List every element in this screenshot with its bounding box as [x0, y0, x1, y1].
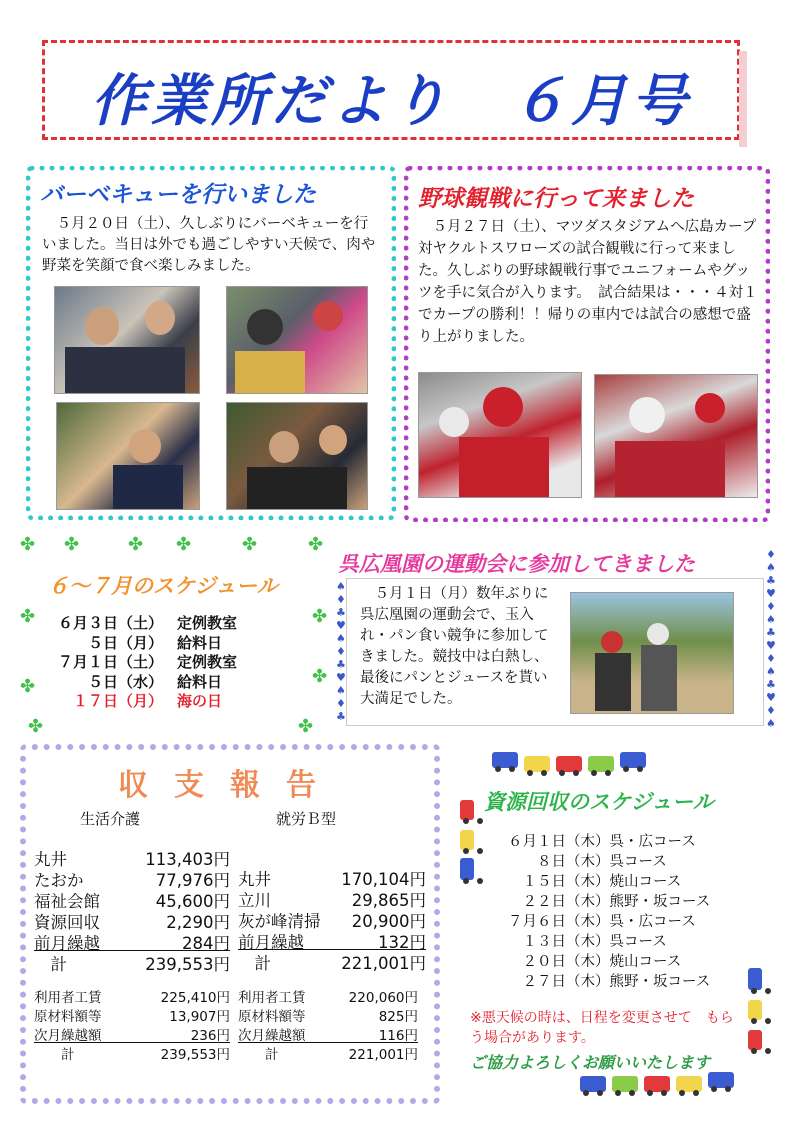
recycle-thanks: ご協力よろしくお願いいたします: [470, 1053, 711, 1072]
truck-icon: [748, 1030, 762, 1050]
clover-icon: ✤: [128, 534, 144, 555]
report-label: 計: [34, 955, 67, 974]
report-row: [238, 1005, 418, 1024]
report-row: [238, 908, 426, 929]
truck-icon: [748, 968, 762, 990]
report-amount: 29,865円: [351, 891, 426, 910]
clover-icon: ✤: [176, 534, 192, 555]
schedule-event: 給料日: [177, 633, 223, 652]
col2-title: 就労Ｂ型: [276, 810, 337, 828]
clover-icon: ✤: [20, 606, 36, 627]
schedule-event: 給料日: [177, 672, 223, 691]
recycle-note: ※悪天候の時は、日程を変更させて もらう場合があります。: [470, 1010, 734, 1046]
baseball-photo-2: [594, 374, 758, 498]
report-row: [34, 846, 230, 867]
truck-icon: [620, 752, 646, 768]
bbq-photo-3: [56, 402, 200, 510]
page-title: 作業所だより ６月号: [91, 69, 691, 134]
report-heading: 収支報告: [118, 768, 342, 803]
sports-heading: 呉広凰園の運動会に参加してきました: [338, 552, 695, 576]
report-amount: 77,976円: [155, 871, 230, 890]
baseball-heading: 野球観戦に行って来ました: [418, 186, 694, 212]
car-icon: [524, 756, 550, 772]
report-row: [34, 951, 230, 972]
report-label: 福祉会館: [34, 892, 100, 911]
col1-title: 生活介護: [80, 810, 141, 828]
truck-icon: [460, 858, 474, 880]
report-row: [238, 950, 426, 971]
report-row: [34, 1005, 230, 1024]
report-amount: 2,290円: [166, 913, 230, 932]
report-label: 資源回収: [34, 913, 100, 932]
report-amount: 221,001円: [348, 1047, 418, 1063]
report-amount: 116円: [378, 1028, 418, 1044]
bbq-photo-1: [54, 286, 200, 394]
bbq-photo-2: [226, 286, 368, 394]
report-row: [34, 867, 230, 888]
schedule-event: 定例教室: [177, 653, 238, 671]
report-label: 利用者工賃: [34, 990, 102, 1006]
report-label: 計: [238, 1047, 279, 1063]
report-label: 立川: [238, 891, 271, 910]
recycle-row: ６月１日（木）呉・広コース: [508, 834, 696, 850]
report-row: [34, 909, 230, 930]
report-amount: 20,900円: [351, 912, 426, 931]
clover-icon: ✤: [20, 676, 36, 697]
report-label: 次月繰越額: [34, 1028, 102, 1044]
report-amount: 239,553円: [145, 955, 230, 974]
car-icon: [460, 830, 474, 850]
recycle-row: ８日（木）呉コース: [508, 854, 667, 870]
report-amount: 825円: [378, 1009, 418, 1025]
schedule-event: 定例教室: [177, 614, 238, 632]
clover-icon: ✤: [312, 606, 328, 627]
sports-photo: [570, 592, 734, 714]
clover-icon: ✤: [298, 716, 314, 737]
report-amount: 13,907円: [169, 1009, 230, 1025]
title-banner: [42, 40, 740, 140]
schedule-date: ５日（水）: [58, 672, 164, 691]
clover-icon: ✤: [64, 534, 80, 555]
schedule-heading: ６～７月のスケジュール: [48, 574, 278, 598]
report-row: [238, 929, 426, 950]
report-amount: 239,553円: [160, 1047, 230, 1063]
truck-icon: [708, 1072, 734, 1088]
truck-icon: [580, 1076, 606, 1092]
baseball-text: ５月２７日（土）、マツダスタジアムへ広島カープ対ヤクルトスワローズの試合観戦に行って来ました。久しぶりの野球観戦行事でユニフォームやグッツを手に気合が入ります。 試合結果は・・・４対１でカープの勝利！！帰りの車内では試合の感想で盛り上がりました。: [418, 219, 758, 345]
schedule-row: [58, 690, 222, 711]
report-row: [34, 986, 230, 1005]
recycle-row: １３日（木）呉コース: [508, 934, 667, 950]
truck-icon: [588, 756, 614, 772]
baseball-photo-1: [418, 372, 582, 498]
report-row: [34, 1043, 230, 1062]
report-row: [238, 866, 426, 887]
report-label: 原材料額等: [34, 1009, 102, 1025]
truck-icon: [460, 800, 474, 820]
bbq-heading: バーベキューを行いました: [40, 182, 316, 208]
report-label: 計: [238, 954, 271, 973]
report-row: [238, 1043, 418, 1062]
report-amount: 236円: [190, 1028, 230, 1044]
schedule-row: [58, 612, 237, 633]
recycle-row: ２０日（木）焼山コース: [508, 954, 682, 970]
schedule-row: [58, 671, 222, 692]
report-label: 原材料額等: [238, 1009, 306, 1025]
schedule-date: ７月１日（土）: [58, 653, 164, 671]
truck-icon: [556, 756, 582, 772]
recycle-row: ７月６日（木）呉・広コース: [508, 914, 696, 930]
report-label: 前月繰越: [34, 934, 100, 953]
title-shadow: [739, 51, 747, 147]
report-row: [238, 887, 426, 908]
recycle-heading: 資源回収のスケジュール: [484, 790, 714, 814]
bbq-photo-4: [226, 402, 368, 510]
car-icon: [748, 1000, 762, 1020]
report-label: 灰が峰清掃: [238, 912, 321, 931]
car-icon: [644, 1076, 670, 1092]
report-amount: 225,410円: [160, 990, 230, 1006]
report-row: [34, 930, 230, 951]
bbq-text: ５月２０日（土）、久しぶりにバーベキューを行いました。当日は外でも過ごしやすい天候で、肉や野菜を笑顔で食べ楽しみました。: [42, 216, 376, 274]
clover-icon: ✤: [20, 534, 36, 555]
report-row: [238, 986, 418, 1005]
schedule-date: ５日（月）: [58, 633, 164, 652]
report-amount: 284円: [182, 934, 230, 953]
report-row: [34, 888, 230, 909]
report-label: 前月繰越: [238, 933, 304, 952]
recycle-row: ２２日（木）熊野・坂コース: [508, 894, 711, 910]
recycle-row: ２７日（木）熊野・坂コース: [508, 974, 711, 990]
truck-icon: [492, 752, 518, 768]
report-amount: 45,600円: [155, 892, 230, 911]
report-amount: 113,403円: [145, 850, 230, 869]
report-label: 計: [34, 1047, 75, 1063]
report-amount: 220,060円: [348, 990, 418, 1006]
report-label: 丸井: [238, 870, 271, 889]
report-row: [238, 1024, 418, 1043]
report-label: たおか: [34, 871, 84, 890]
report-amount: 132円: [378, 933, 426, 952]
schedule-date: ６月３日（土）: [58, 614, 164, 632]
clover-icon: ✤: [242, 534, 258, 555]
car-icon: [612, 1076, 638, 1092]
schedule-row: [58, 651, 237, 672]
report-row: [34, 1024, 230, 1043]
recycle-row: １５日（木）焼山コース: [508, 874, 682, 890]
sports-text: ５月１日（月）数年ぶりに呉広凰園の運動会で、玉入れ・パン食い競争に参加してきました。競技中は白熱し、最後にパンとジュースを貰い大満足でした。: [360, 586, 549, 707]
clover-icon: ✤: [308, 534, 324, 555]
report-label: 利用者工賃: [238, 990, 306, 1006]
report-label: 丸井: [34, 850, 67, 869]
schedule-date: １７日（月）: [58, 692, 164, 710]
report-amount: 170,104円: [341, 870, 426, 889]
car-icon: [676, 1076, 702, 1092]
card-suit-border: ♦ ♠ ♣ ♥ ♦ ♠ ♣ ♥ ♦ ♠ ♣ ♥ ♦ ♠: [766, 548, 776, 730]
report-amount: 221,001円: [341, 954, 426, 973]
card-suit-border: ♠ ♦ ♣ ♥ ♠ ♦ ♣ ♥ ♠ ♦ ♣: [336, 580, 346, 723]
clover-icon: ✤: [28, 716, 44, 737]
schedule-row: [58, 632, 222, 653]
report-label: 次月繰越額: [238, 1028, 306, 1044]
clover-icon: ✤: [312, 666, 328, 687]
schedule-event: 海の日: [177, 692, 223, 710]
